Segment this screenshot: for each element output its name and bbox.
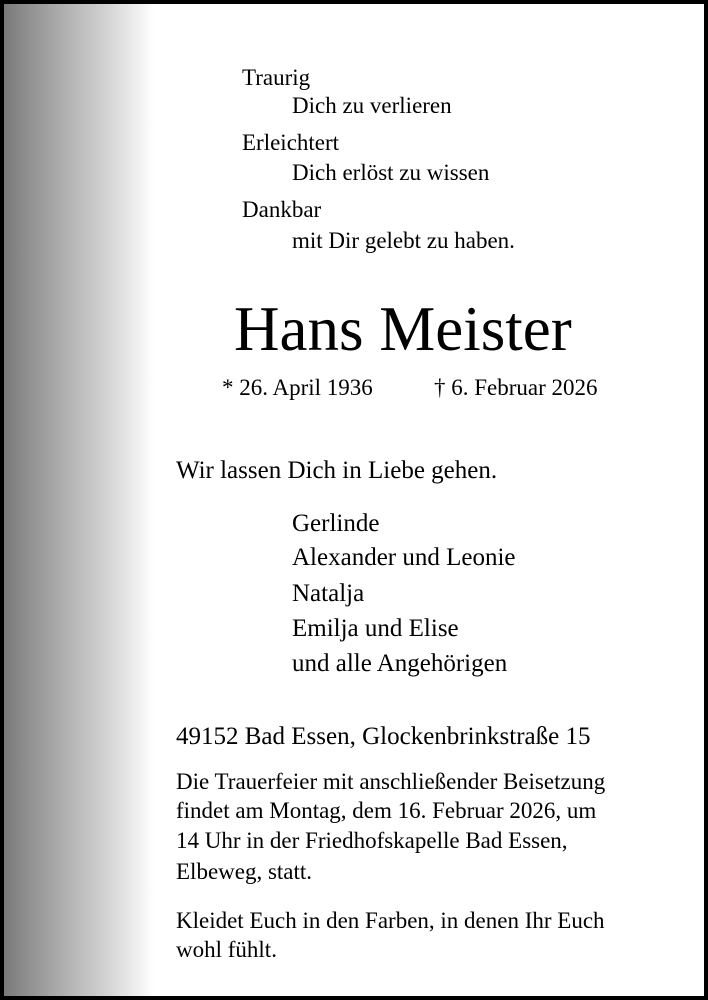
poem-line: mit Dir gelebt zu haben. xyxy=(292,228,515,253)
mourner-name: und alle Angehörigen xyxy=(292,650,508,677)
ceremony-line: Die Trauerfeier mit anschließender Beisetzung xyxy=(176,769,606,794)
dress-note-line: wohl fühlt. xyxy=(176,937,277,962)
family-address: 49152 Bad Essen, Glockenbrinkstraße 15 xyxy=(176,723,591,750)
poem-line: Traurig xyxy=(242,65,311,90)
ceremony-line: findet am Montag, dem 16. Februar 2026, um xyxy=(176,798,597,823)
ceremony-line: 14 Uhr in der Friedhofskapelle Bad Essen, xyxy=(176,828,568,853)
ceremony-line: Elbeweg, statt. xyxy=(176,859,313,884)
mourner-name: Gerlinde xyxy=(292,510,380,537)
poem-line: Dich zu verlieren xyxy=(292,93,452,118)
dress-note-line: Kleidet Euch in den Farben, in denen Ihr Euch xyxy=(176,908,605,933)
side-gradient-decoration xyxy=(4,4,154,996)
mourner-name: Emilja und Elise xyxy=(292,615,459,642)
poem-line: Dankbar xyxy=(242,197,322,222)
farewell-line: Wir lassen Dich in Liebe gehen. xyxy=(176,457,498,484)
birth-date: * 26. April 1936 xyxy=(222,375,373,400)
poem-line: Erleichtert xyxy=(242,130,340,155)
mourner-name: Natalja xyxy=(292,580,365,607)
poem-line: Dich erlöst zu wissen xyxy=(292,160,490,185)
death-date: † 6. Februar 2026 xyxy=(434,375,598,400)
mourner-name: Alexander und Leonie xyxy=(292,544,516,571)
deceased-name: Hans Meister xyxy=(234,294,572,364)
